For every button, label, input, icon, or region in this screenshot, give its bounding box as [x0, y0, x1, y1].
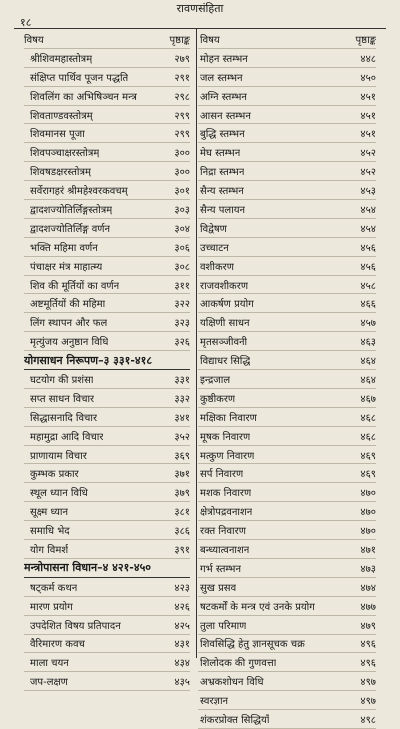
toc-entry — [24, 635, 190, 654]
toc-entry-page: ४५१ — [360, 129, 376, 141]
toc-entry-page: ३४१ — [174, 412, 190, 424]
toc-entry-page: ४६४ — [360, 374, 376, 386]
toc-entry-page: ४९७ — [360, 677, 376, 689]
toc-entry — [198, 483, 376, 502]
toc-entry — [198, 106, 376, 125]
toc-entry-page: ४९७ — [360, 696, 376, 708]
toc-entry — [24, 162, 190, 181]
toc-entry-page: २९८ — [174, 91, 190, 103]
toc-left-column — [24, 30, 190, 691]
toc-entry-page: ३११ — [174, 280, 190, 292]
toc-entry — [24, 483, 190, 502]
toc-entry — [198, 540, 376, 559]
toc-entry-page: ४७० — [360, 488, 376, 500]
toc-right-rows — [198, 49, 376, 729]
toc-entry — [198, 653, 376, 672]
toc-entry-title: सर्प निवारण — [200, 469, 244, 481]
toc-entry — [24, 578, 190, 597]
column-divider — [196, 28, 197, 658]
toc-entry-page: ४५१ — [360, 110, 376, 122]
toc-entry — [198, 87, 376, 106]
toc-entry-title: गर्भ स्तम्भन — [200, 563, 242, 575]
toc-entry — [198, 68, 376, 87]
toc-entry-page: २९१ — [174, 72, 190, 84]
toc-left-header — [24, 30, 190, 49]
toc-entry-title: महामुद्रा आदि विचार — [30, 431, 104, 443]
toc-entry — [198, 464, 376, 483]
toc-entry-title: योग विमर्श — [30, 544, 69, 556]
toc-entry-page: ४२३ — [174, 582, 190, 594]
toc-entry-title: रक्त निवारण — [200, 526, 246, 538]
toc-entry-page: ४७४ — [360, 582, 376, 594]
toc-entry-title: बुद्धि स्तम्भन — [200, 129, 245, 141]
toc-entry — [24, 238, 190, 257]
toc-entry-page: ४३४ — [174, 658, 190, 670]
toc-entry-title: शिवलिंग का अभिषिञ्चन मन्त्र — [30, 91, 137, 103]
toc-entry-title: शिवपञ्चाक्षरस्तोत्रम् — [30, 148, 100, 160]
toc-entry-page: ४७९ — [360, 620, 376, 632]
toc-entry-title: कुष्ठीकरण — [200, 393, 236, 405]
toc-entry — [24, 87, 190, 106]
toc-entry — [24, 464, 190, 483]
toc-entry-page: ३०६ — [174, 242, 190, 254]
toc-entry — [198, 616, 376, 635]
toc-entry-title: अभ्रकशोधन विधि — [200, 677, 264, 689]
toc-entry-page: ३०८ — [174, 261, 190, 273]
toc-entry-page: ४५१ — [360, 91, 376, 103]
toc-right-header — [198, 30, 376, 49]
toc-entry-page: ४६६ — [360, 299, 376, 311]
toc-entry-title: प्राणायाम विचार — [30, 450, 87, 462]
toc-section-heading — [24, 559, 190, 578]
toc-entry-title: सप्त साधन विचार — [30, 393, 95, 405]
toc-entry-page: ३७१ — [174, 469, 190, 481]
toc-entry — [198, 200, 376, 219]
toc-entry — [198, 238, 376, 257]
toc-entry-title: शिवषडक्षरस्तोत्रम् — [30, 167, 92, 179]
toc-entry — [198, 276, 376, 295]
toc-entry-page: ३०४ — [174, 223, 190, 235]
toc-left-page-heading: पृष्ठाङ्क — [169, 34, 190, 46]
toc-entry-title: समाधि भेद — [30, 526, 70, 538]
toc-entry-title: सिद्धासनादि विचार — [30, 412, 98, 424]
toc-entry-page: ३२६ — [174, 337, 190, 349]
toc-entry-page: ३०१ — [174, 186, 190, 198]
toc-entry-page: ४५३ — [360, 186, 376, 198]
toc-entry-page: ३०० — [174, 167, 190, 179]
toc-entry — [198, 219, 376, 238]
toc-entry — [198, 313, 376, 332]
toc-entry — [24, 49, 190, 68]
toc-entry-title: योगसाधन निरूपण–३ ३३१-४१८ — [24, 353, 153, 367]
toc-entry-page: ३९१ — [174, 544, 190, 556]
toc-section-heading — [24, 351, 190, 370]
toc-entry-page: ४५६ — [360, 261, 376, 273]
toc-entry — [24, 332, 190, 351]
toc-entry-title: माला चयन — [30, 658, 69, 670]
toc-entry-page: ४६७ — [360, 393, 376, 405]
toc-entry-page: ४९६ — [360, 658, 376, 670]
toc-entry-title: मृतसञ्जीवनी — [200, 337, 248, 349]
toc-entry-page: ४७१ — [360, 544, 376, 556]
toc-entry — [198, 257, 376, 276]
toc-entry — [24, 370, 190, 389]
toc-entry-title: मेघ स्तम्भन — [200, 148, 241, 160]
toc-entry — [198, 597, 376, 616]
toc-entry-page: ४६९ — [360, 450, 376, 462]
toc-entry-title: शंकरप्रोक्त सिद्धियाँ — [200, 715, 270, 726]
toc-entry-title: मारण प्रयोग — [30, 601, 73, 613]
toc-entry — [24, 276, 190, 295]
toc-entry-page: २७९ — [174, 53, 190, 65]
toc-right-column — [198, 30, 376, 729]
toc-entry-title: आसन स्तम्भन — [200, 110, 251, 122]
toc-entry — [24, 143, 190, 162]
toc-entry-page: ४७३ — [360, 563, 376, 575]
toc-entry-title: अष्टमूर्तियों की महिमा — [30, 299, 106, 311]
toc-entry-title: क्षेत्रोपद्रवनाशन — [200, 507, 253, 519]
toc-left-rows — [24, 49, 190, 691]
toc-entry-page: ४२६ — [174, 601, 190, 613]
toc-entry-page: ४३१ — [174, 639, 190, 651]
toc-entry-page: ४७० — [360, 526, 376, 538]
toc-right-heading: विषय — [200, 34, 220, 46]
toc-entry-title: स्वरज्ञान — [200, 696, 229, 708]
toc-entry-page: ३३१ — [174, 374, 190, 386]
toc-entry-title: मन्त्रोपासना विधान–४ ४२१-४५० — [24, 561, 152, 575]
toc-entry-title: उपदेशित विषय प्रतिपादन — [30, 620, 121, 632]
toc-entry-title: राजवशीकरण — [200, 280, 249, 292]
toc-entry-title: द्वादशज्योतिर्लिङ्गस्तोत्रम् — [30, 204, 113, 216]
toc-entry-page: ४५८ — [360, 280, 376, 292]
toc-entry-title: कुम्भक प्रकार — [30, 469, 79, 481]
toc-entry-page: ४६८ — [360, 412, 376, 424]
toc-entry-title: मक्षिका निवारण — [200, 412, 257, 424]
toc-entry-title: निद्रा स्तम्भन — [200, 167, 245, 179]
toc-entry — [198, 294, 376, 313]
toc-entry-title: संक्षिप्त पार्थिव पूजन पद्धति — [30, 72, 129, 84]
page-number: १८ — [20, 16, 32, 29]
toc-entry-title: भक्ति महिमा वर्णन — [30, 242, 98, 254]
toc-entry-title: मत्कुण निवारण — [200, 450, 255, 462]
toc-entry — [24, 408, 190, 427]
toc-left-heading: विषय — [24, 34, 44, 46]
toc-entry — [198, 521, 376, 540]
toc-entry-page: ४६३ — [360, 337, 376, 349]
toc-entry — [198, 143, 376, 162]
toc-entry-page: ४५७ — [360, 318, 376, 330]
toc-entry — [198, 559, 376, 578]
toc-entry — [198, 181, 376, 200]
toc-entry — [24, 653, 190, 672]
toc-entry-page: ४७० — [360, 507, 376, 519]
toc-entry — [198, 124, 376, 143]
toc-entry-title: मोहन स्तम्भन — [200, 53, 248, 65]
toc-entry-page: ४९८ — [360, 715, 376, 726]
toc-entry-page: ३८१ — [174, 507, 190, 519]
toc-entry-title: शिलोदक की गुणवत्ता — [200, 658, 277, 670]
toc-entry — [198, 49, 376, 68]
toc-entry — [24, 124, 190, 143]
toc-entry-title: शिव की मूर्तियों का वर्णन — [30, 280, 120, 292]
toc-entry-title: अग्नि स्तम्भन — [200, 91, 247, 103]
toc-entry — [24, 616, 190, 635]
toc-entry — [24, 106, 190, 125]
toc-entry-page: ३५२ — [174, 431, 190, 443]
toc-entry-title: जल स्तम्भन — [200, 72, 243, 84]
toc-entry-title: यक्षिणी साधन — [200, 318, 250, 330]
toc-entry-title: आकर्षण प्रयोग — [200, 299, 254, 311]
toc-entry-page: ४९६ — [360, 639, 376, 651]
toc-entry-title: उच्चाटन — [200, 242, 229, 254]
toc-entry — [198, 446, 376, 465]
toc-entry — [198, 408, 376, 427]
toc-entry-title: घटयोग की प्रशंसा — [30, 374, 94, 386]
toc-entry-title: जप-लक्षण — [30, 677, 68, 689]
toc-entry-title: शिवसिद्धि हेतु ज्ञानसूचक चक्र — [200, 639, 305, 651]
toc-entry — [24, 446, 190, 465]
toc-entry — [24, 427, 190, 446]
toc-entry-title: बन्ध्यात्वनाशन — [200, 544, 250, 556]
toc-entry — [24, 672, 190, 691]
toc-entry — [198, 370, 376, 389]
toc-entry — [24, 257, 190, 276]
toc-entry-page: ४३५ — [174, 677, 190, 689]
toc-entry — [198, 332, 376, 351]
toc-entry — [198, 502, 376, 521]
toc-entry — [198, 389, 376, 408]
toc-entry — [198, 578, 376, 597]
toc-entry-page: ३८६ — [174, 526, 190, 538]
running-header: रावणसंहिता — [176, 2, 224, 15]
toc-entry-page: ४७७ — [360, 601, 376, 613]
header-rule — [14, 28, 386, 29]
toc-entry-page: २९९ — [174, 129, 190, 141]
toc-entry-title: मूषक निवारण — [200, 431, 251, 443]
toc-entry — [24, 313, 190, 332]
toc-entry — [24, 68, 190, 87]
toc-entry-title: शिवमानस पूजा — [30, 129, 85, 141]
toc-entry-title: इन्द्रजाल — [200, 374, 231, 386]
toc-entry — [24, 540, 190, 559]
toc-entry-title: तुला परिमाण — [200, 620, 247, 632]
toc-entry-page: ४२५ — [174, 620, 190, 632]
toc-entry-page: ३०३ — [174, 204, 190, 216]
toc-entry-title: श्रीशिवमहास्तोत्रम् — [30, 53, 93, 65]
toc-entry-title: वैरिमारण कवच — [30, 639, 85, 651]
toc-entry — [198, 710, 376, 729]
toc-entry-title: लिंग स्थापन और फल — [30, 318, 108, 330]
toc-entry-title: षट्कर्म कथन — [30, 582, 78, 594]
toc-entry — [24, 521, 190, 540]
toc-entry-title: स्थूल ध्यान विधि — [30, 488, 88, 500]
toc-entry-page: ४५४ — [360, 204, 376, 216]
toc-entry-page: ४५० — [360, 72, 376, 84]
toc-entry-title: षटकर्मों के मन्त्र एवं उनके प्रयोग — [200, 601, 315, 613]
toc-entry-page: ३३२ — [174, 393, 190, 405]
toc-entry-page: २९९ — [174, 110, 190, 122]
toc-entry-title: विद्याधर सिद्धि — [200, 356, 251, 368]
toc-entry-page: ४४८ — [360, 53, 376, 65]
toc-entry-page: ४६९ — [360, 469, 376, 481]
toc-entry-title: पंचाक्षर मंत्र माहात्म्य — [30, 261, 103, 273]
toc-entry-title: सूक्ष्म ध्यान — [30, 507, 69, 519]
toc-entry — [24, 294, 190, 313]
toc-entry-title: विद्वेषण — [200, 223, 227, 235]
toc-entry — [198, 635, 376, 654]
toc-entry — [24, 597, 190, 616]
toc-entry-page: ३६९ — [174, 450, 190, 462]
toc-entry — [24, 389, 190, 408]
toc-entry-page: ३२३ — [174, 318, 190, 330]
toc-entry-title: सैन्य स्तम्भन — [200, 186, 244, 198]
toc-entry — [198, 162, 376, 181]
toc-entry-title: शिवताण्डवस्तोत्रम् — [30, 110, 93, 122]
toc-entry-page: ३७९ — [174, 488, 190, 500]
toc-entry-title: सर्वेरागहरं श्रीमहेश्वरकवचम् — [30, 186, 128, 198]
toc-entry-page: ४६४ — [360, 356, 376, 368]
toc-entry-page: ४५२ — [360, 148, 376, 160]
toc-right-page-heading: पृष्ठाङ्क — [355, 34, 376, 46]
toc-entry-page: ४५४ — [360, 223, 376, 235]
toc-entry-page: ३२२ — [174, 299, 190, 311]
toc-entry — [198, 691, 376, 710]
toc-entry-title: वशीकरण — [200, 261, 234, 273]
toc-entry — [198, 672, 376, 691]
toc-entry — [24, 502, 190, 521]
toc-entry-page: ४५६ — [360, 242, 376, 254]
toc-entry — [198, 351, 376, 370]
toc-entry-title: मृत्युंजय अनुष्ठान विधि — [30, 337, 109, 349]
toc-entry-title: सुख प्रसव — [200, 582, 237, 594]
toc-entry-page: ३०० — [174, 148, 190, 160]
toc-entry — [24, 181, 190, 200]
toc-entry — [198, 427, 376, 446]
toc-entry-title: द्वादशज्योतिर्लिङ्ग वर्णन — [30, 223, 111, 235]
toc-entry-title: सैन्य पलायन — [200, 204, 246, 216]
toc-entry-page: ४६८ — [360, 431, 376, 443]
toc-entry — [24, 200, 190, 219]
toc-entry-page: ४५२ — [360, 167, 376, 179]
toc-entry — [24, 219, 190, 238]
toc-entry-title: मशक निवारण — [200, 488, 252, 500]
